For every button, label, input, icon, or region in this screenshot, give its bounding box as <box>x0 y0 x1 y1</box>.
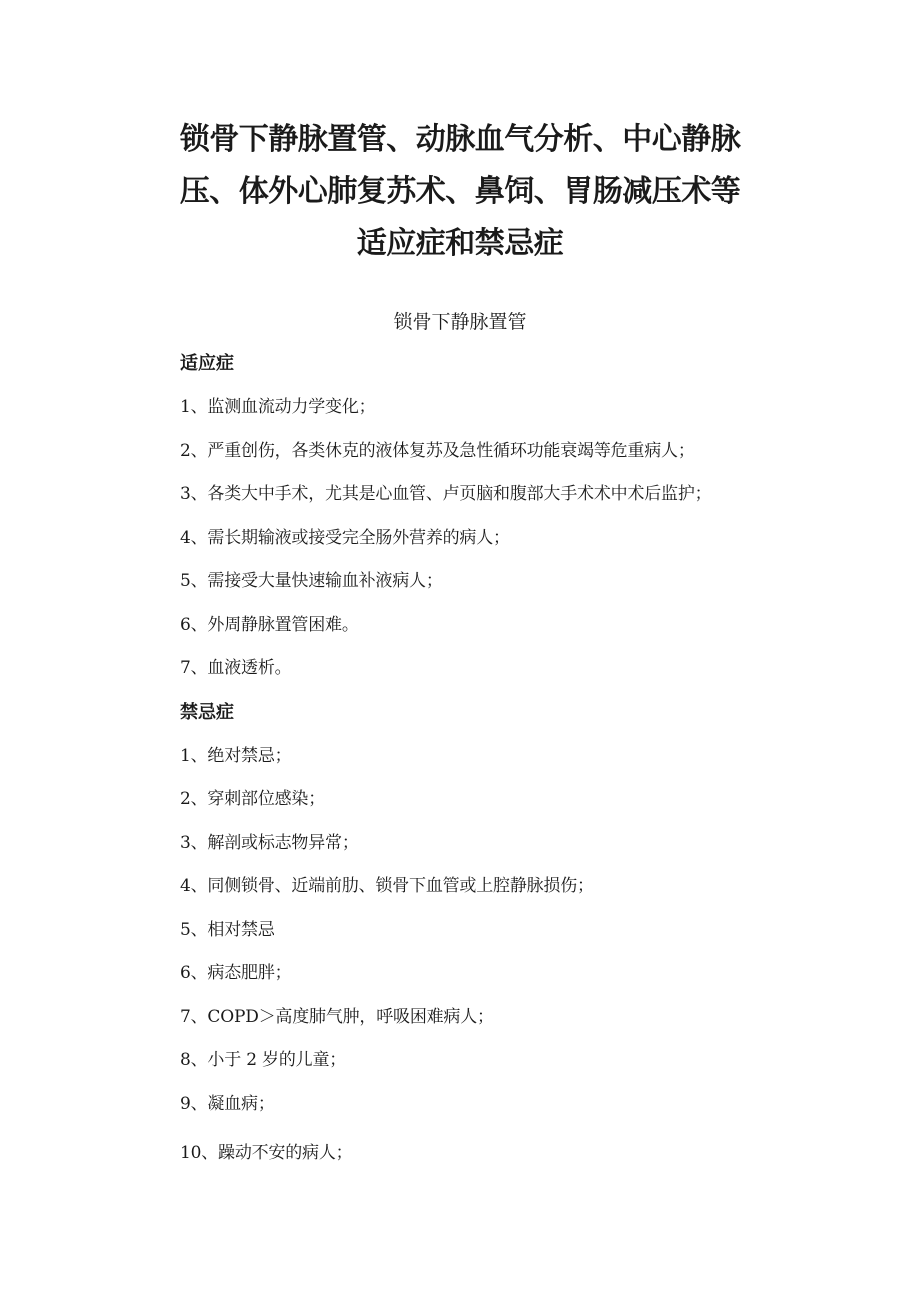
indication-item-3: 3、各类大中手术，尤其是心血管、卢页脑和腹部大手术术中术后监护； <box>180 484 712 504</box>
contraindication-item-3: 3、解剖或标志物异常； <box>180 833 359 853</box>
contraindication-item-5: 5、相对禁忌 <box>180 920 275 940</box>
contraindication-item-9: 9、凝血病； <box>180 1094 275 1114</box>
document-title-line-2: 压、体外心肺复苏术、鼻饲、胃肠减压术等 <box>179 174 741 209</box>
contraindication-item-4: 4、同侧锁骨、近端前肋、锁骨下血管或上腔静脉损伤； <box>180 876 594 896</box>
indication-item-2: 2、严重创伤，各类休克的液体复苏及急性循环功能衰竭等危重病人； <box>180 441 695 461</box>
contraindication-item-10: 10、躁动不安的病人； <box>180 1143 353 1163</box>
contraindication-item-6: 6、病态肥胖； <box>180 963 292 983</box>
contraindication-item-8: 8、小于 2 岁的儿童； <box>180 1050 347 1070</box>
document-title-line-1: 锁骨下静脉置管、动脉血气分析、中心静脉 <box>179 122 741 157</box>
contraindication-item-1: 1、绝对禁忌； <box>180 746 292 766</box>
indication-item-7: 7、血液透析。 <box>180 658 292 678</box>
section-title: 锁骨下静脉置管 <box>393 311 527 333</box>
indications-heading: 适应症 <box>180 353 234 374</box>
document-title <box>140 114 780 270</box>
document-title-line-3: 适应症和禁忌症 <box>356 226 564 261</box>
indication-item-6: 6、外周静脉置管困难。 <box>180 615 359 635</box>
indication-item-5: 5、需接受大量快速输血补液病人； <box>180 571 443 591</box>
indication-item-4: 4、需长期输液或接受完全肠外营养的病人； <box>180 528 510 548</box>
contraindications-heading: 禁忌症 <box>180 702 234 723</box>
contraindication-item-2: 2、穿刺部位感染； <box>180 789 326 809</box>
contraindication-item-7: 7、COPD＞高度肺气肿，呼吸困难病人； <box>180 1007 494 1027</box>
indication-item-1: 1、监测血流动力学变化； <box>180 397 376 417</box>
